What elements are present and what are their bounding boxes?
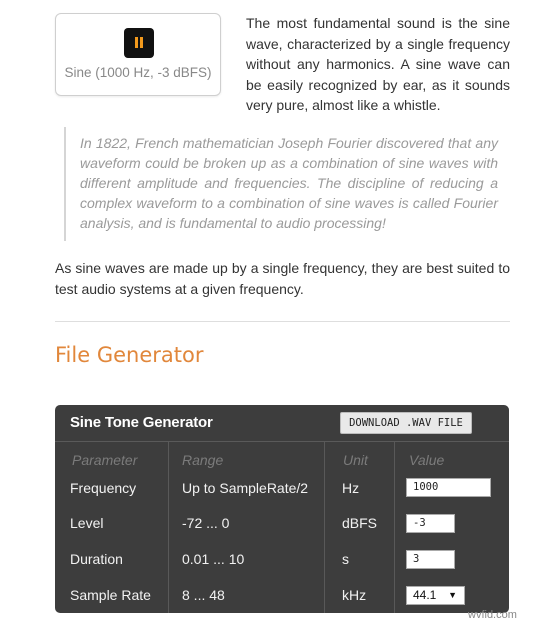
sample-rate-value: 44.1 [413,588,437,602]
column-header-parameter: Parameter [72,452,138,468]
fourier-quote [64,127,498,241]
panel-header-rule [55,441,509,442]
param-frequency-range: Up to SampleRate/2 [182,480,309,496]
column-header-unit: Unit [343,452,368,468]
param-duration-range: 0.01 ... 10 [182,551,245,567]
audio-player-card [55,13,221,96]
param-level-label: Level [70,515,104,531]
level-input[interactable]: -3 [406,514,455,533]
section-divider [55,321,510,322]
player-label: Sine (1000 Hz, -3 dBFS) [64,65,212,80]
generator-title: Sine Tone Generator [70,414,213,431]
column-header-range: Range [182,452,224,468]
quote-text: In 1822, French mathematician Joseph Fourier discovered that any waveform could be broken up as a combination of sine waves with different amplitude and frequencies. The discipline of reducing a complex waveform to a combination of sine waves is called Fourier analysis, and is fundamental to audio processing! [80,135,498,231]
pause-button[interactable] [124,28,154,58]
sine-tone-generator-panel [55,405,509,613]
column-divider [168,442,169,613]
column-divider [324,442,325,613]
frequency-input[interactable]: 1000 [406,478,491,497]
dropdown-arrow-icon: ▼ [448,590,457,600]
param-level-unit: dBFS [342,515,378,531]
duration-input[interactable]: 3 [406,550,455,569]
section-title: File Generator [55,343,204,367]
watermark: wvfid.com [468,609,517,621]
download-wav-button[interactable]: DOWNLOAD .WAV FILE [340,412,472,434]
intro-paragraph: The most fundamental sound is the sine wave, characterized by a single frequency without any harmonics. A sine wave can be easily recognized by ear, as it sounds very pure, almost like a whistle. [246,15,510,113]
param-duration-unit: s [342,551,349,567]
param-level-range: -72 ... 0 [182,515,230,531]
param-frequency-unit: Hz [342,480,360,496]
param-sample-rate-range: 8 ... 48 [182,587,225,603]
sample-rate-select[interactable] [406,586,465,605]
column-divider [394,442,395,613]
param-sample-rate-label: Sample Rate [70,587,151,603]
column-header-value: Value [409,452,445,468]
param-duration-label: Duration [70,551,123,567]
test-audio-paragraph: As sine waves are made up by a single frequency, they are best suited to test audio systems at a given frequency. [55,260,510,297]
param-frequency-label: Frequency [70,480,137,496]
param-sample-rate-unit: kHz [342,587,367,603]
